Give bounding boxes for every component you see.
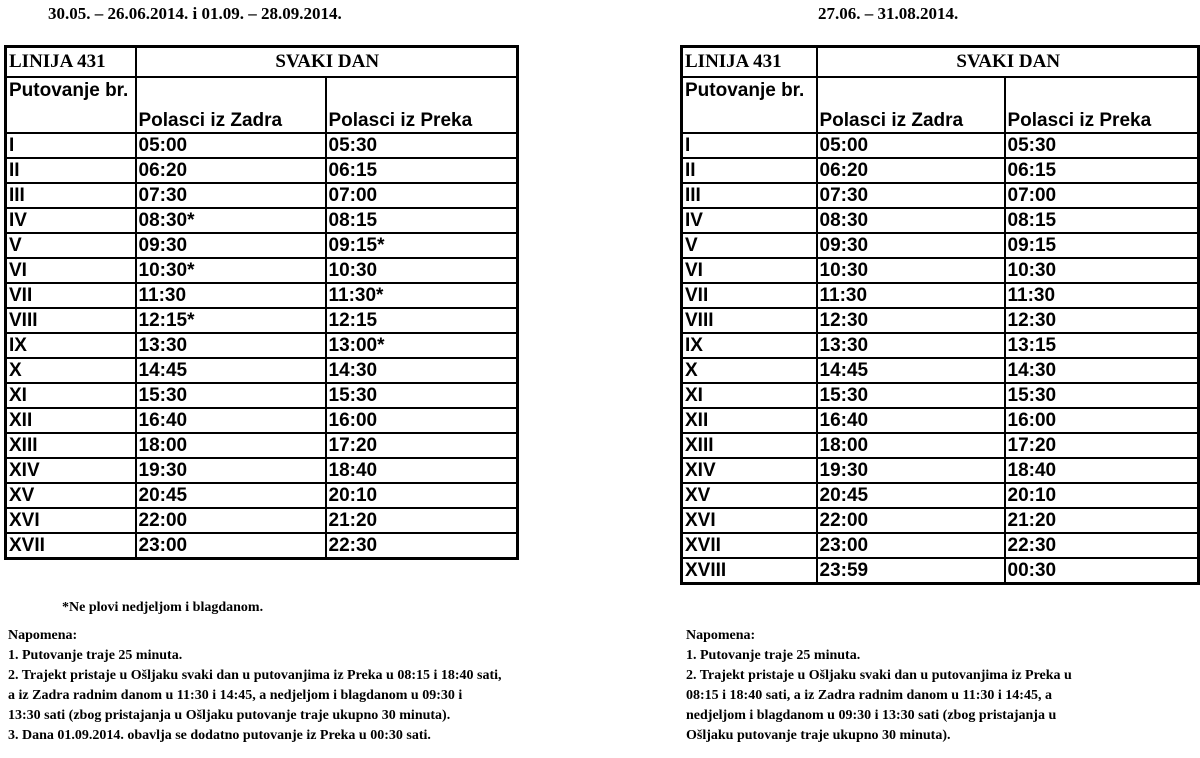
trip-number: I (682, 133, 817, 158)
note-line: 2. Trajekt pristaje u Ošljaku svaki dan u putovanjima iz Preka u (686, 668, 1072, 683)
table-row (682, 333, 1199, 358)
trip-number: XV (6, 483, 136, 508)
table-row (6, 458, 518, 483)
departure-preko: 14:30 (326, 358, 518, 383)
note-line: 1. Putovanje traje 25 minuta. (8, 648, 183, 663)
notes-title: Napomena: (686, 628, 756, 643)
notes-left (8, 626, 502, 746)
departure-preko: 08:15 (326, 208, 518, 233)
line-label: LINIJA 431 (682, 47, 817, 78)
departure-zadar: 22:00 (817, 508, 1005, 533)
trip-number: V (6, 233, 136, 258)
trip-number: VI (682, 258, 817, 283)
table-row (6, 208, 518, 233)
note-line: Ošljaku putovanje traje ukupno 30 minuta). (686, 728, 951, 743)
note-line: 3. Dana 01.09.2014. obavlja se dodatno putovanje iz Preka u 00:30 sati. (8, 728, 431, 743)
table-row (682, 308, 1199, 333)
trip-number: XV (682, 483, 817, 508)
note-line: 13:30 sati (zbog pristajanja u Ošljaku putovanje traje ukupno 30 minuta). (8, 708, 451, 723)
departure-zadar: 22:00 (136, 508, 326, 533)
table-row (682, 158, 1199, 183)
departure-zadar: 19:30 (817, 458, 1005, 483)
departure-zadar: 20:45 (817, 483, 1005, 508)
table-row (6, 358, 518, 383)
line-label: LINIJA 431 (6, 47, 136, 78)
trip-number: IV (6, 208, 136, 233)
timetable-right-body (682, 133, 1199, 584)
note-line: 08:15 i 18:40 sati, a iz Zadra radnim danom u 11:30 i 14:45, a (686, 688, 1052, 703)
departure-preko: 11:30 (1005, 283, 1199, 308)
departure-preko: 10:30 (326, 258, 518, 283)
departure-zadar: 19:30 (136, 458, 326, 483)
timetable-right (680, 45, 1200, 585)
trip-number: XIII (6, 433, 136, 458)
trip-number: VIII (6, 308, 136, 333)
table-row (682, 133, 1199, 158)
trip-number: IV (682, 208, 817, 233)
departure-zadar: 15:30 (817, 383, 1005, 408)
trip-number: II (682, 158, 817, 183)
departure-zadar: 11:30 (136, 283, 326, 308)
trip-number: I (6, 133, 136, 158)
trip-number: XVII (682, 533, 817, 558)
preko-header: Polasci iz Preka (1005, 77, 1199, 133)
departure-zadar: 13:30 (136, 333, 326, 358)
table-row (682, 233, 1199, 258)
departure-zadar: 18:00 (817, 433, 1005, 458)
note-line: nedjeljom i blagdanom u 09:30 i 13:30 sati (zbog pristajanja u (686, 708, 1057, 723)
departure-zadar: 14:45 (136, 358, 326, 383)
preko-header: Polasci iz Preka (326, 77, 518, 133)
table-row (682, 183, 1199, 208)
departure-zadar: 10:30 (817, 258, 1005, 283)
departure-preko: 10:30 (1005, 258, 1199, 283)
departure-preko: 20:10 (1005, 483, 1199, 508)
departure-preko: 22:30 (326, 533, 518, 559)
departure-zadar: 05:00 (136, 133, 326, 158)
departure-preko: 16:00 (1005, 408, 1199, 433)
note-line: a iz Zadra radnim danom u 11:30 i 14:45, a nedjeljom i blagdanom u 09:30 i (8, 688, 463, 703)
trip-header: Putovanje br. (6, 77, 136, 133)
departure-zadar: 16:40 (817, 408, 1005, 433)
trip-number: III (6, 183, 136, 208)
departure-zadar: 13:30 (817, 333, 1005, 358)
departure-preko: 09:15* (326, 233, 518, 258)
table-row (682, 508, 1199, 533)
departure-preko: 15:30 (1005, 383, 1199, 408)
trip-number: XVII (6, 533, 136, 559)
departure-preko: 07:00 (1005, 183, 1199, 208)
table-row (6, 158, 518, 183)
departure-preko: 15:30 (326, 383, 518, 408)
departure-preko: 11:30* (326, 283, 518, 308)
trip-number: XII (682, 408, 817, 433)
departure-preko: 05:30 (1005, 133, 1199, 158)
table-row (6, 483, 518, 508)
departure-preko: 06:15 (1005, 158, 1199, 183)
departure-zadar: 11:30 (817, 283, 1005, 308)
zadar-header: Polasci iz Zadra (136, 77, 326, 133)
table-row (6, 308, 518, 333)
departure-preko: 00:30 (1005, 558, 1199, 584)
trip-number: XVIII (682, 558, 817, 584)
trip-number: IX (682, 333, 817, 358)
departure-zadar: 09:30 (817, 233, 1005, 258)
departure-zadar: 10:30* (136, 258, 326, 283)
table-row (6, 233, 518, 258)
table-row (682, 383, 1199, 408)
period-heading-left: 30.05. – 26.06.2014. i 01.09. – 28.09.2014. (48, 4, 342, 23)
departure-preko: 12:15 (326, 308, 518, 333)
departure-zadar: 09:30 (136, 233, 326, 258)
departure-preko: 16:00 (326, 408, 518, 433)
trip-number: XVI (6, 508, 136, 533)
departure-preko: 07:00 (326, 183, 518, 208)
trip-number: XIV (682, 458, 817, 483)
trip-number: III (682, 183, 817, 208)
table-row (682, 483, 1199, 508)
departure-zadar: 14:45 (817, 358, 1005, 383)
note-line: 2. Trajekt pristaje u Ošljaku svaki dan u putovanjima iz Preka u 08:15 i 18:40 sati, (8, 668, 502, 683)
table-row (6, 333, 518, 358)
trip-number: VII (682, 283, 817, 308)
table-row (682, 433, 1199, 458)
departure-preko: 05:30 (326, 133, 518, 158)
table-row (682, 358, 1199, 383)
departure-preko: 18:40 (1005, 458, 1199, 483)
note-line: 1. Putovanje traje 25 minuta. (686, 648, 861, 663)
departure-zadar: 05:00 (817, 133, 1005, 158)
trip-number: XI (682, 383, 817, 408)
departure-zadar: 12:15* (136, 308, 326, 333)
table-row (6, 433, 518, 458)
departure-preko: 18:40 (326, 458, 518, 483)
table-row (6, 383, 518, 408)
notes-title: Napomena: (8, 628, 78, 643)
period-heading-right: 27.06. – 31.08.2014. (818, 4, 959, 23)
departure-preko: 21:20 (326, 508, 518, 533)
departure-preko: 08:15 (1005, 208, 1199, 233)
trip-number: X (682, 358, 817, 383)
trip-header: Putovanje br. (682, 77, 817, 133)
table-row (682, 208, 1199, 233)
trip-number: VII (6, 283, 136, 308)
table-row (682, 558, 1199, 584)
trip-number: XIII (682, 433, 817, 458)
departure-preko: 06:15 (326, 158, 518, 183)
trip-number: XI (6, 383, 136, 408)
departure-zadar: 08:30 (817, 208, 1005, 233)
trip-number: XVI (682, 508, 817, 533)
days-label: SVAKI DAN (136, 47, 518, 78)
departure-zadar: 12:30 (817, 308, 1005, 333)
table-row (6, 258, 518, 283)
trip-number: XII (6, 408, 136, 433)
table-row (6, 508, 518, 533)
table-row (682, 258, 1199, 283)
trip-number: VI (6, 258, 136, 283)
departure-zadar: 23:59 (817, 558, 1005, 584)
table-row (6, 408, 518, 433)
departure-zadar: 18:00 (136, 433, 326, 458)
departure-preko: 21:20 (1005, 508, 1199, 533)
departure-preko: 13:00* (326, 333, 518, 358)
trip-number: II (6, 158, 136, 183)
table-row (682, 408, 1199, 433)
departure-zadar: 07:30 (817, 183, 1005, 208)
departure-preko: 17:20 (1005, 433, 1199, 458)
table-row (6, 133, 518, 158)
star-footnote: *Ne plovi nedjeljom i blagdanom. (62, 600, 264, 615)
timetable-left (4, 45, 519, 560)
departure-preko: 22:30 (1005, 533, 1199, 558)
notes-right (686, 626, 1072, 746)
trip-number: V (682, 233, 817, 258)
departure-preko: 13:15 (1005, 333, 1199, 358)
departure-zadar: 23:00 (817, 533, 1005, 558)
trip-number: VIII (682, 308, 817, 333)
departure-zadar: 06:20 (136, 158, 326, 183)
departure-preko: 09:15 (1005, 233, 1199, 258)
departure-zadar: 08:30* (136, 208, 326, 233)
departure-zadar: 07:30 (136, 183, 326, 208)
departure-zadar: 15:30 (136, 383, 326, 408)
trip-number: IX (6, 333, 136, 358)
departure-zadar: 06:20 (817, 158, 1005, 183)
departure-preko: 14:30 (1005, 358, 1199, 383)
trip-number: X (6, 358, 136, 383)
departure-zadar: 23:00 (136, 533, 326, 559)
table-row (6, 283, 518, 308)
departure-preko: 17:20 (326, 433, 518, 458)
table-row (682, 458, 1199, 483)
departure-zadar: 20:45 (136, 483, 326, 508)
table-row (682, 283, 1199, 308)
table-row (6, 533, 518, 559)
timetable-left-body (6, 133, 518, 559)
days-label: SVAKI DAN (817, 47, 1199, 78)
departure-preko: 12:30 (1005, 308, 1199, 333)
zadar-header: Polasci iz Zadra (817, 77, 1005, 133)
table-row (6, 183, 518, 208)
departure-preko: 20:10 (326, 483, 518, 508)
departure-zadar: 16:40 (136, 408, 326, 433)
table-row (682, 533, 1199, 558)
trip-number: XIV (6, 458, 136, 483)
